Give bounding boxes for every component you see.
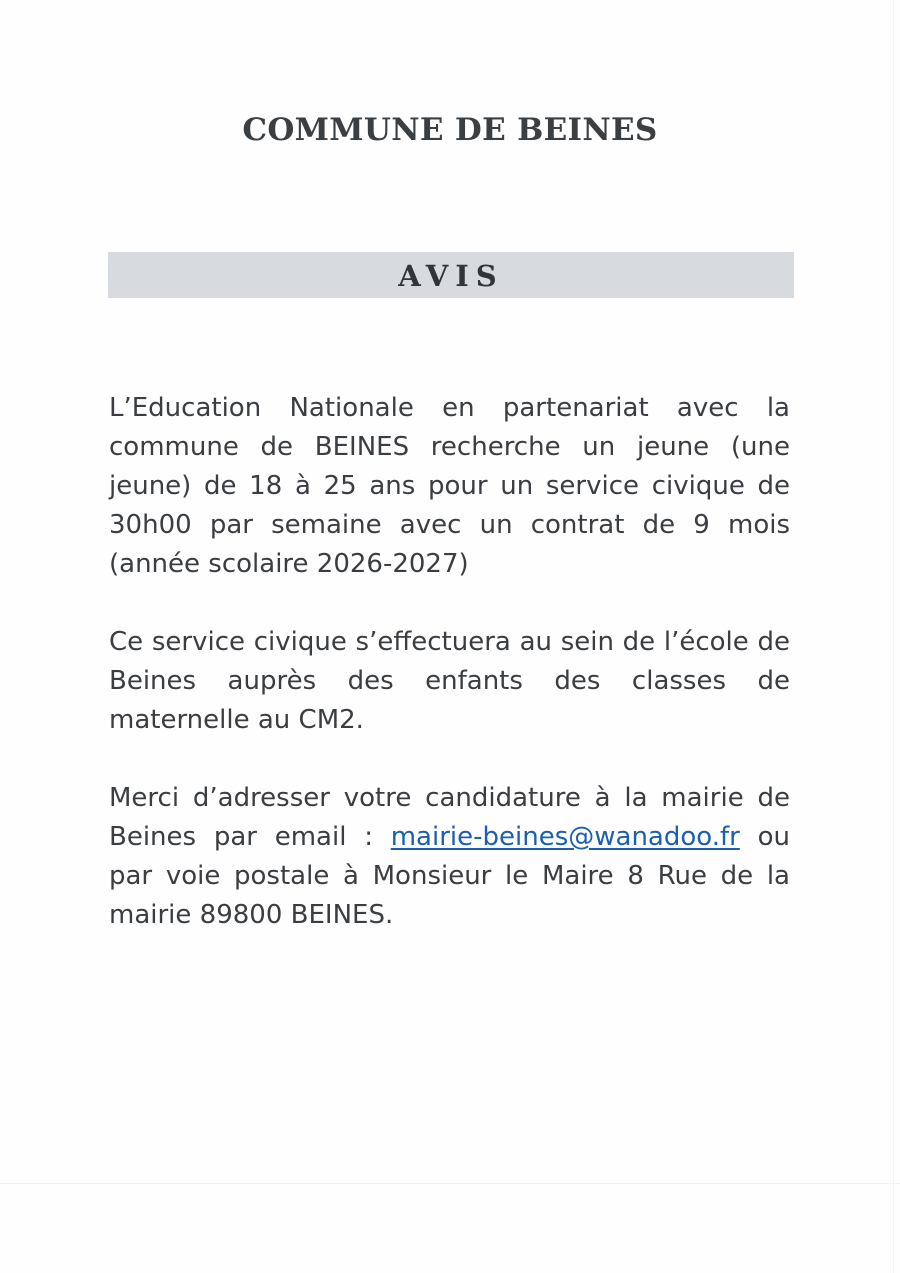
email-link[interactable]: mairie-beines@wanadoo.fr <box>390 822 740 852</box>
application-text-before: Merci d’adresser votre candidature à la mairie de Beines par email : <box>109 783 790 852</box>
paragraph-recruitment: L’Education Nationale en partenariat avec la commune de BEINES recherche un jeune (une jeune) de 18 à 25 ans pour un service civique de 30h00 par semaine avec un contrat de 9 mois (année scolaire 2026-2027) <box>109 393 790 579</box>
scan-right-edge <box>893 0 894 1273</box>
avis-label: AVIS <box>398 259 504 293</box>
scan-edge-line <box>0 1183 900 1184</box>
commune-title: COMMUNE DE BEINES <box>242 112 658 148</box>
avis-banner <box>108 252 794 298</box>
application-text-after: ou par voie postale à Monsieur le Maire 8 Rue de la mairie 89800 BEINES. <box>109 822 790 930</box>
paragraph-application <box>109 779 790 935</box>
paragraph-location: Ce service civique s’effectuera au sein de l’école de Beines auprès des enfants des classes de maternelle au CM2. <box>109 627 790 735</box>
